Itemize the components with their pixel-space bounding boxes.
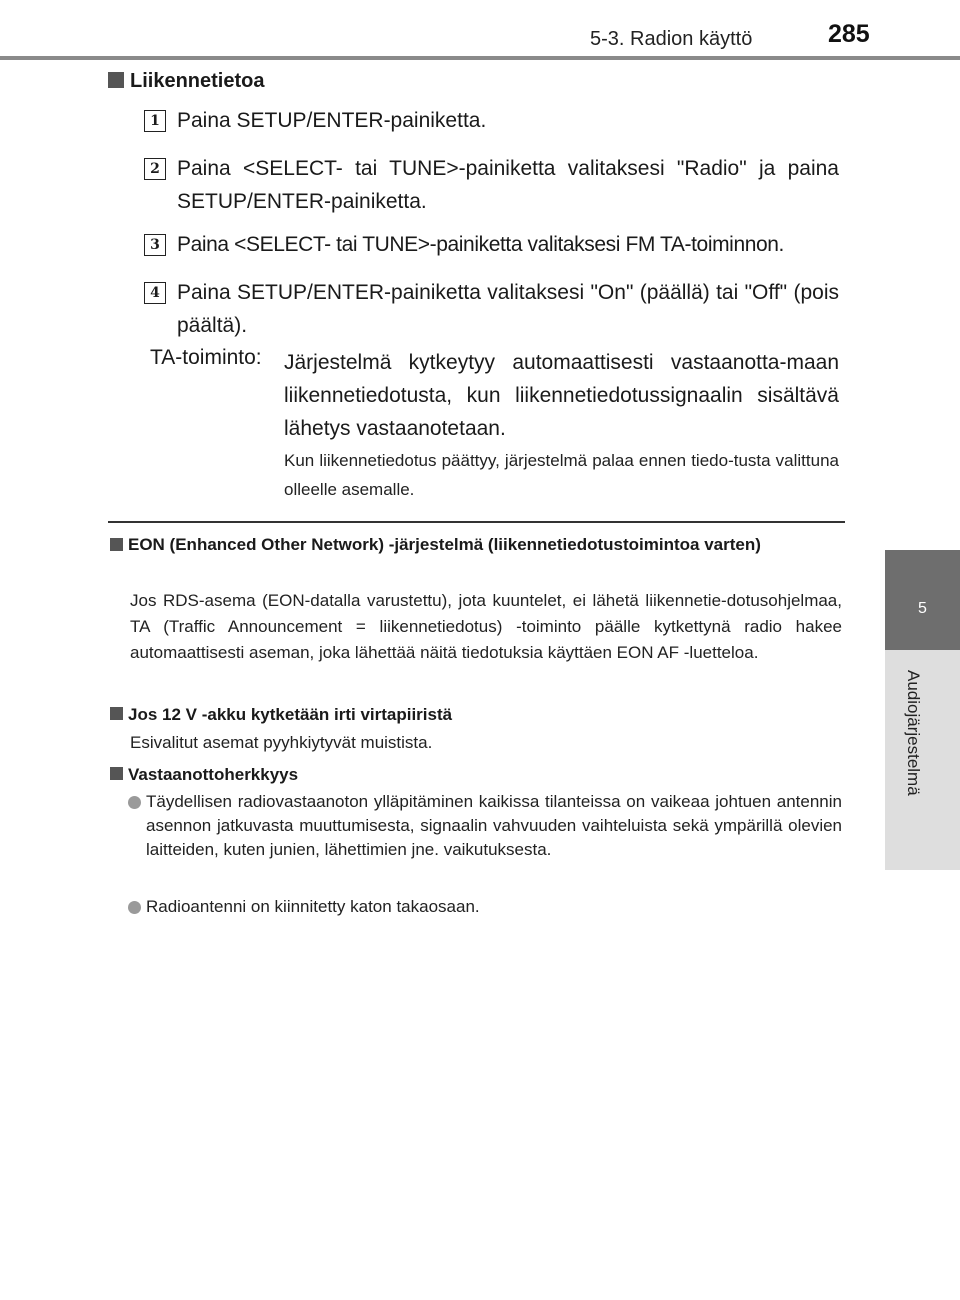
step-2-text: Paina <SELECT- tai TUNE>-painiketta valitaksesi "Radio" ja paina SETUP/ENTER-painiketta. <box>177 157 839 213</box>
sensitivity-marker <box>110 765 128 785</box>
battery-heading: Jos 12 V -akku kytketään irti virtapiiristä <box>128 705 453 724</box>
square-marker-icon <box>110 538 123 551</box>
bullet-2 <box>128 901 141 919</box>
square-marker-icon <box>110 767 123 780</box>
eon-heading: EON (Enhanced Other Network) -järjestelmä (liikennetiedotustoimintoa varten) <box>128 535 761 554</box>
chapter-label: Audiojärjestelmä <box>904 670 923 796</box>
step-number-3: 3 <box>144 234 166 256</box>
step-number-2: 2 <box>144 158 166 180</box>
eon-marker <box>110 536 128 556</box>
sensitivity-heading: Vastaanottoherkkyys <box>128 765 299 784</box>
page-number: 285 <box>828 20 870 48</box>
traffic-heading-text: Liikennetietoa <box>130 70 265 92</box>
battery-marker <box>110 705 128 725</box>
step-number-1: 1 <box>144 110 166 132</box>
step-number-4: 4 <box>144 282 166 304</box>
section-divider <box>108 521 845 523</box>
ta-label: TA-toiminto: <box>150 346 262 369</box>
battery-text: Esivalitut asemat pyyhkiytyvät muistista. <box>130 733 433 752</box>
eon-text: Jos RDS-asema (EON-datalla varustettu), jota kuuntelet, ei lähetä liikennetie-dotusohjelmaa, TA (Traffic Announcement = liikennetiedotus) -toiminto päälle kytkettynä radio hakee automaattisesti aseman, joka lähettää näitä tiedotuksia käyttäen EON AF -luetteloa. <box>130 591 842 662</box>
section-title: 5-3. Radion käyttö <box>590 28 753 50</box>
step-1-text: Paina SETUP/ENTER-painiketta. <box>177 109 487 132</box>
bullet-dot-icon <box>128 796 141 809</box>
square-marker-icon <box>110 707 123 720</box>
header-divider <box>0 56 960 60</box>
square-marker-icon <box>108 72 124 88</box>
step-3-text: Paina <SELECT- tai TUNE>-painiketta valitaksesi FM TA-toiminnon. <box>177 233 784 256</box>
step-4-text: Paina SETUP/ENTER-painiketta valitaksesi "On" (päällä) tai "Off" (pois päältä). <box>177 281 839 337</box>
bullet-dot-icon <box>128 901 141 914</box>
sensitivity-bullet-2: Radioantenni on kiinnitetty katon takaosaan. <box>146 897 480 916</box>
ta-note: Kun liikennetiedotus päättyy, järjestelmä palaa ennen tiedo-tusta valittuna olleelle asemalle. <box>284 451 839 499</box>
traffic-heading <box>108 70 264 93</box>
chapter-number: 5 <box>918 600 927 617</box>
sensitivity-bullet-1: Täydellisen radiovastaanoton ylläpitäminen kaikissa tilanteissa on vaikeaa johtuen antennin asennon jatkuvasta muuttumisesta, signaalin vahvuuden vaihteluista sekä ympärillä olevien laitteiden, kuten junien, lähettimien jne. vaikutuksesta. <box>146 792 842 859</box>
ta-description: Järjestelmä kytkeytyy automaattisesti vastaanotta-maan liikennetiedotusta, kun liikennetiedotussignaalin sisältävä lähetys vastaanotetaan. <box>284 351 839 440</box>
bullet-1 <box>128 796 141 814</box>
